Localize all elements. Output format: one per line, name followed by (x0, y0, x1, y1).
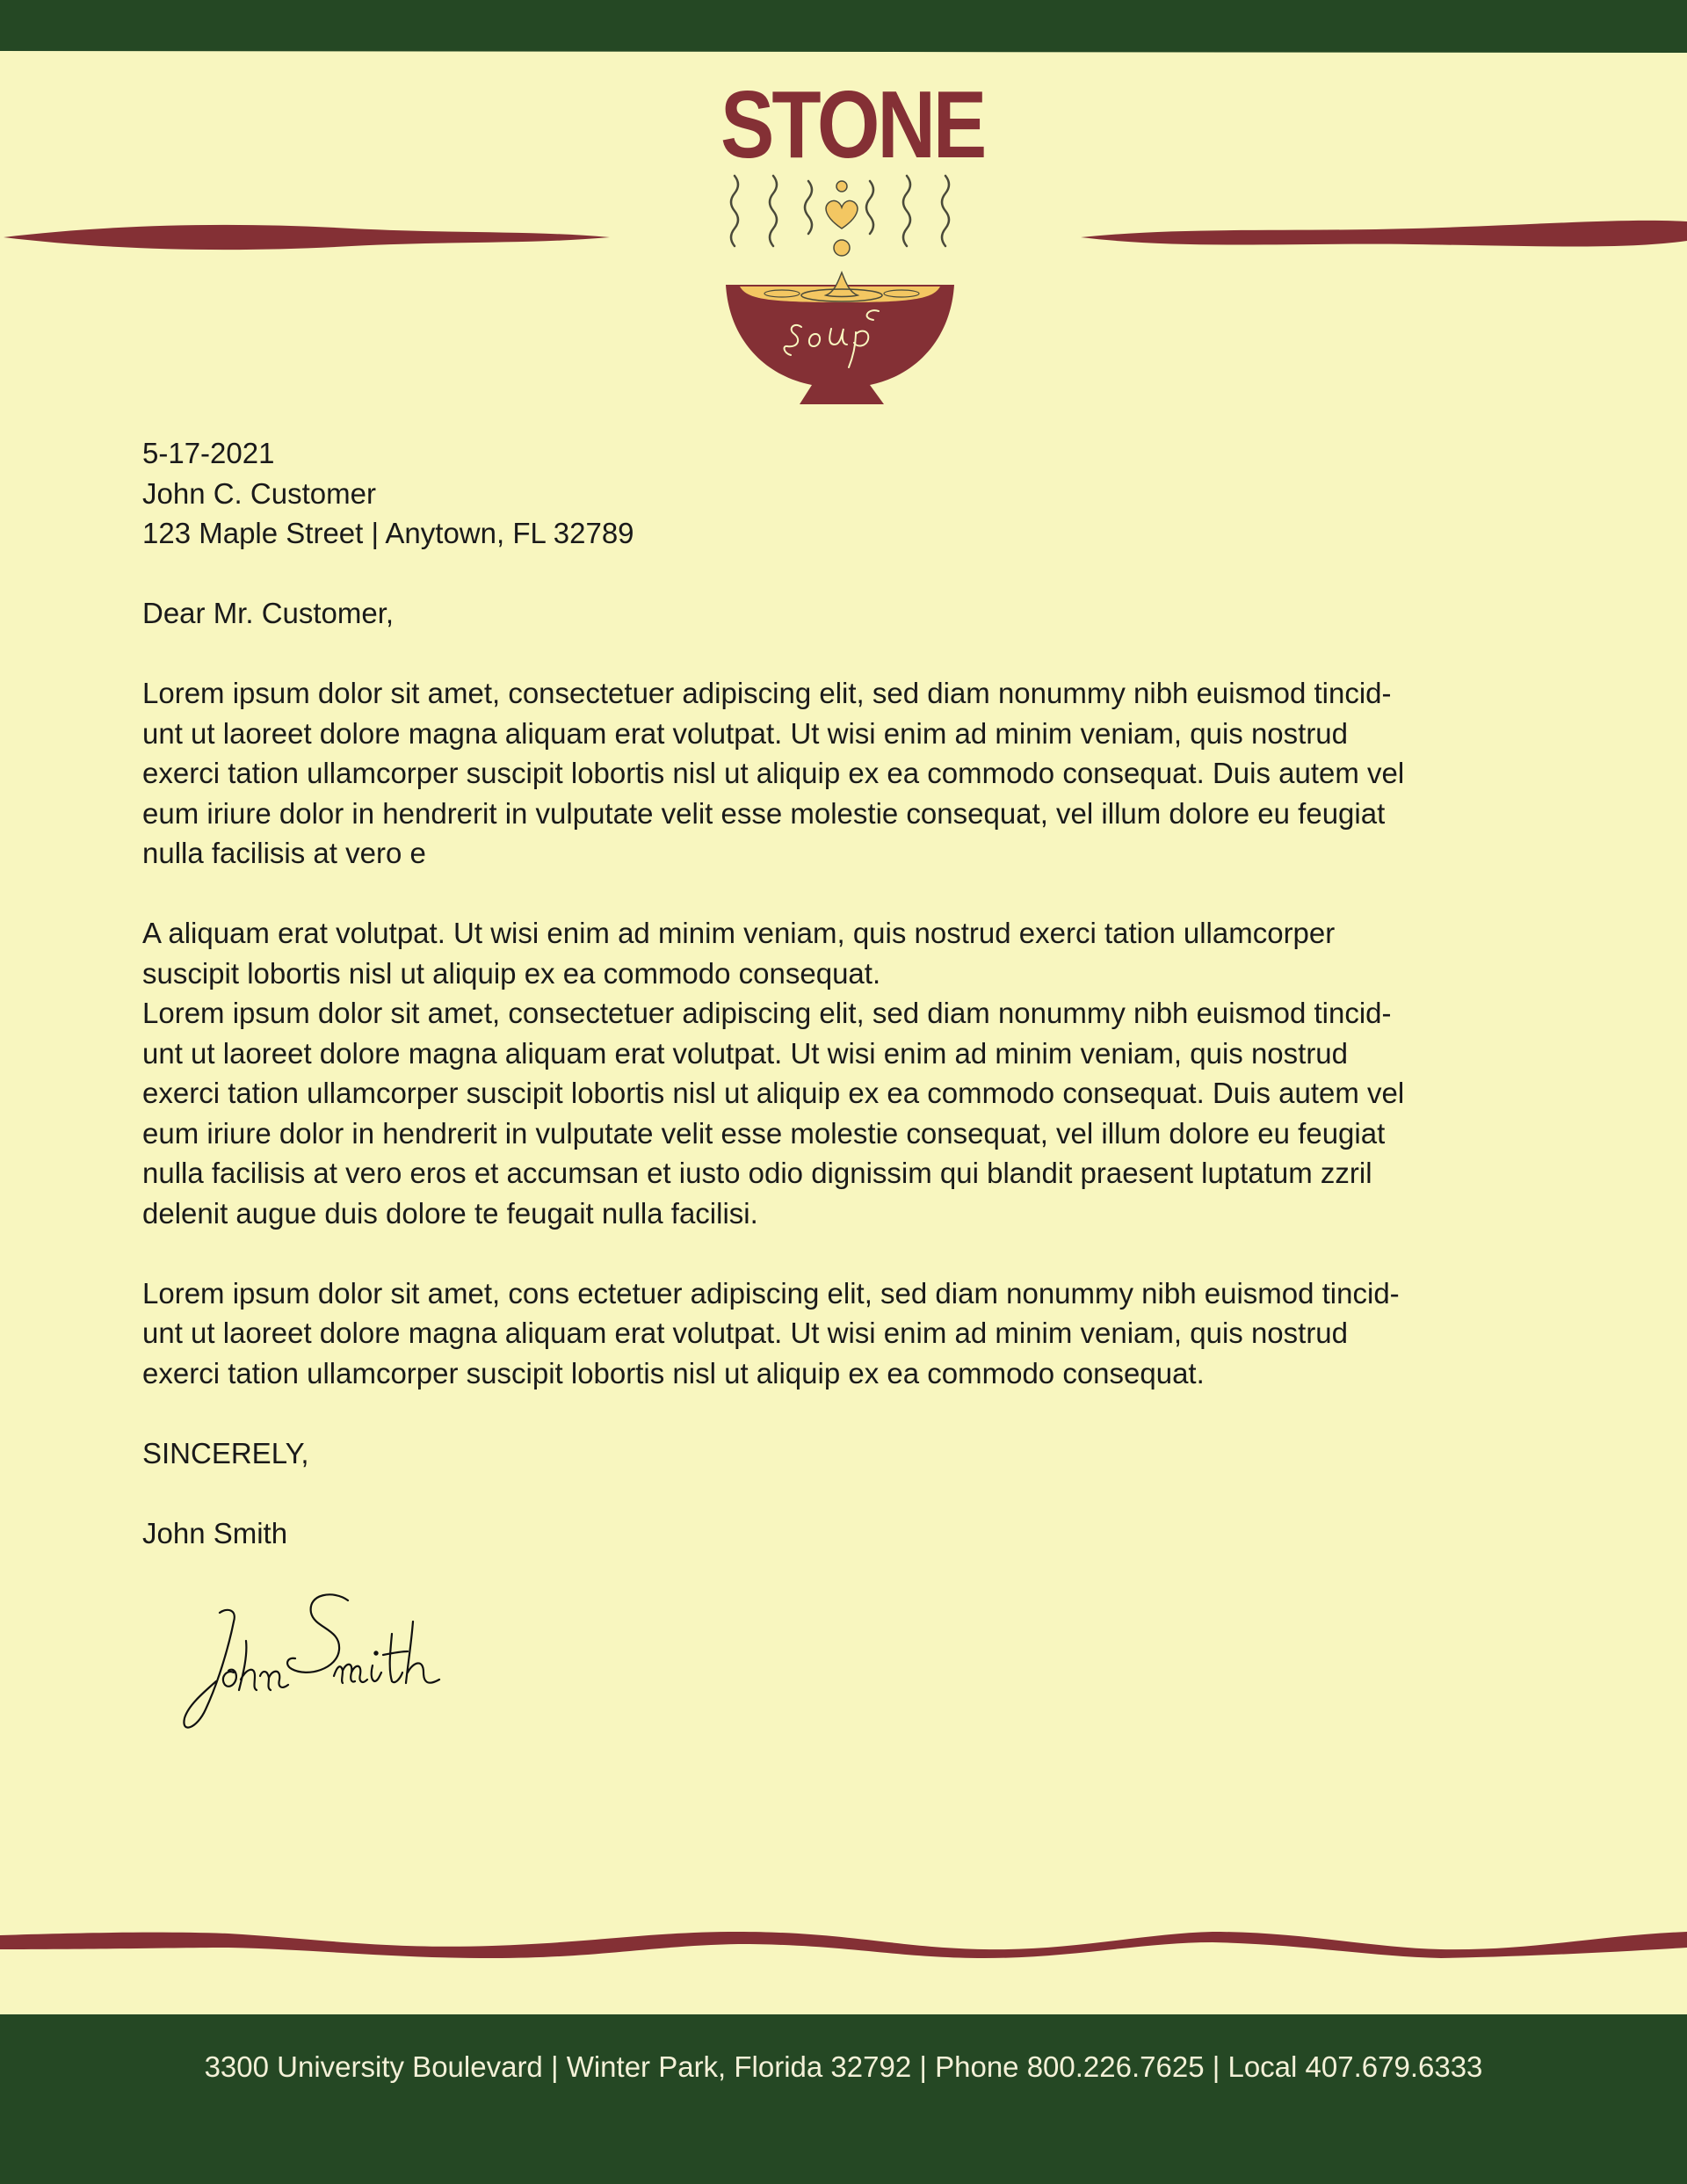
recipient-address: 123 Maple Street | Anytown, FL 32789 (142, 517, 634, 549)
letter-body (142, 433, 1513, 1553)
recipient-name: John C. Customer (142, 476, 376, 510)
left-swoosh (0, 220, 615, 255)
letter-date: 5-17-2021 (142, 437, 275, 469)
paragraph-3 (142, 1273, 1513, 1394)
paragraph-line: unt ut laoreet dolore magna aliquam erat volutpat. Ut wisi enim ad minim veniam, quis nostrud (142, 716, 1349, 750)
top-band (0, 0, 1687, 53)
paragraph-line: unt ut laoreet dolore magna aliquam erat volutpat. Ut wisi enim ad minim veniam, quis nostrud (142, 1036, 1349, 1070)
paragraph-line: exerci tation ullamcorper suscipit lobortis nisl ut aliquip ex ea commodo consequat. Duis autem vel (142, 757, 1405, 789)
paragraph-line: A aliquam erat volutpat. Ut wisi enim ad minim veniam, quis nostrud exerci tation ullamcorper (142, 917, 1336, 949)
paragraph-line: exerci tation ullamcorper suscipit lobortis nisl ut aliquip ex ea commodo consequat. Duis autem vel (142, 1077, 1405, 1109)
soup-bowl-icon (720, 72, 985, 411)
paragraph-line: eum iriure dolor in hendrerit in vulputate velit esse molestie consequat, vel illum dolore eu feugiat (142, 1116, 1386, 1150)
paragraph-line: exerci tation ullamcorper suscipit lobortis nisl ut aliquip ex ea commodo consequat. (142, 1356, 1205, 1389)
paragraph-line: unt ut laoreet dolore magna aliquam erat volutpat. Ut wisi enim ad minim veniam, quis nostrud (142, 1317, 1349, 1349)
paragraph-line: Lorem ipsum dolor sit amet, consectetuer adipiscing elit, sed diam nonummy nibh euismod tincid- (142, 997, 1392, 1029)
paragraph-line: Lorem ipsum dolor sit amet, cons ectetuer adipiscing elit, sed diam nonummy nibh euismod tincid- (142, 1276, 1400, 1310)
salutation: Dear Mr. Customer, (142, 597, 395, 629)
footer-band (0, 2014, 1687, 2184)
paragraph-2 (142, 913, 1513, 1233)
paragraph-line: nulla facilisis at vero e (142, 837, 426, 869)
handwritten-signature (176, 1578, 492, 1736)
paragraph-line: suscipit lobortis nisl ut aliquip ex ea commodo consequat. (142, 956, 881, 990)
right-swoosh (1079, 216, 1687, 255)
paragraph-line: eum iriure dolor in hendrerit in vulputate velit esse molestie consequat, vel illum dolore eu feugiat (142, 796, 1386, 830)
paragraph-line: Lorem ipsum dolor sit amet, consectetuer adipiscing elit, sed diam nonummy nibh euismod tincid- (142, 677, 1392, 709)
stone-soup-logo (720, 72, 985, 411)
signer-name: John Smith (142, 1516, 288, 1549)
footer-address: 3300 University Boulevard | Winter Park, Florida 32792 | Phone 800.226.7625 | Local 407.679.6333 (204, 2050, 1483, 2083)
closing: SINCERELY, (142, 1436, 309, 1469)
logo-wordmark: STONE (720, 72, 985, 178)
paragraph-line: delenit augue duis dolore te feugait nulla facilisi. (142, 1196, 758, 1230)
paragraph-1 (142, 673, 1513, 874)
bottom-wave-band (0, 1923, 1687, 1965)
paragraph-line: nulla facilisis at vero eros et accumsan et iusto odio dignissim qui blandit praesent luptatum zzril (142, 1157, 1372, 1189)
